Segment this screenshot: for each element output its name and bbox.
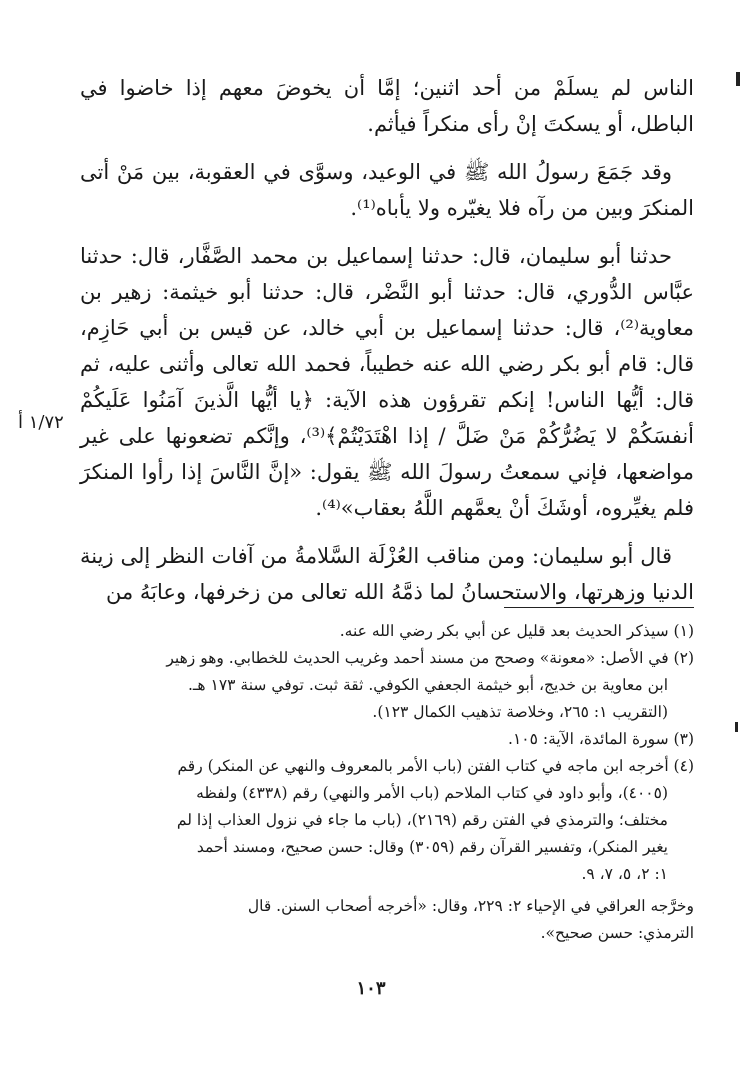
footnote-4-cont: يغير المنكر)، وتفسير القرآن رقم (٣٠٥٩) وقال: حسن صحيح، ومسند أحمد: [196, 838, 668, 856]
scan-edge-mark: [736, 72, 740, 86]
page-number: ١٠٣: [356, 978, 386, 999]
paragraph-4: قال أبو سليمان: ومن مناقب العُزْلَة السَّلامةُ من آفات النظر إلى زينة الدنيا وزهرتها، والاستحسانُ لما ذمَّهُ الله تعالى من زخرفها، وعابَهُ من: [80, 544, 694, 604]
footnote-4-cont: مختلف؛ والترمذي في الفتن رقم (٢١٦٩)، (باب ما جاء في نزول العذاب إذا لم: [176, 811, 668, 829]
main-text: [80, 70, 694, 610]
footnote-1: (١) سيذكر الحديث بعد قليل عن أبي بكر رضي الله عنه.: [339, 622, 694, 640]
paragraph-3: حدثنا أبو سليمان، قال: حدثنا إسماعيل بن محمد الصَّفَّار، قال: حدثنا عبَّاس الدُّوري، قال: حدثنا أبو النَّضْر، قال: حدثنا أبو خيثمة: زهير بن معاوية⁽²⁾، قال: حدثنا إسماعيل بن أبي خالد، عن قيس بن أبي حَازِم، قال: قام أبو بكر رضي الله عنه خطيباً، فحمد الله تعالى وأثنى عليه، ثم قال: أيُّها الناس! إنكم تقرؤون هذه الآية: ﴿يا أيُّها الَّذينَ آمَنُوا عَلَيكُمْ أنفسَكُمْ لا يَضُرُّكُمْ مَنْ ضَلَّ / إذا اهْتَدَيْتُمْ﴾⁽³⁾، وإنَّكم تضعونها على غير مواضعها، فإني سمعتُ رسولَ الله ﷺ يقول: «إنَّ النَّاسَ إذا رأوا المنكرَ فلم يغيِّروه، أوشَكَ أنْ يعمَّهم اللَّهُ بعقاب»⁽⁴⁾.: [80, 244, 694, 520]
footnote-2: (٢) في الأصل: «معونة» وصحح من مسند أحمد وغريب الحديث للخطابي. وهو زهير: [166, 649, 694, 667]
footnote-4-cont: (٤٠٠٥)، وأبو داود في كتاب الملاحم (باب الأمر والنهي) رقم (٤٣٣٨) ولفظه: [196, 784, 668, 802]
footnote-2-cont: ابن معاوية بن خديج، أبو خيثمة الجعفي الكوفي. ثقة ثبت. توفي سنة ١٧٣ هـ.: [187, 676, 668, 694]
paragraph-1: الناس لم يسلَمْ من أحد اثنين؛ إمَّا أن يخوضَ معهم إذا خاضوا في الباطل، أو يسكتَ إنْ رأى منكراً فيأثم.: [80, 76, 694, 136]
footnote-3: (٣) سورة المائدة، الآية: ١٠٥.: [508, 730, 694, 748]
footnote-4: (٤) أخرجه ابن ماجه في كتاب الفتن (باب الأمر بالمعروف والنهي عن المنكر) رقم: [177, 757, 694, 775]
footnote-divider: [504, 607, 694, 608]
footnotes: [78, 618, 694, 947]
paragraph-2: وقد جَمَعَ رسولُ الله ﷺ في الوعيد، وسوَّى في العقوبة، بين مَنْ أتى المنكرَ وبين من رآه فلا يغيّره ولا يأباه⁽¹⁾.: [80, 160, 694, 220]
footnote-4-extra-cont: الترمذي: حسن صحيح».: [540, 924, 694, 942]
footnote-2-cont: (التقريب ١: ٢٦٥، وخلاصة تذهيب الكمال ١٢٣).: [372, 703, 668, 721]
scan-edge-mark: [735, 722, 738, 732]
footnote-4-cont: ١: ٢، ٥، ٧، ٩.: [581, 865, 668, 883]
manuscript-folio-marker: ١/٧٢ أ: [18, 412, 64, 433]
footnote-4-extra: وخرَّجه العراقي في الإحياء ٢: ٢٢٩، وقال: «أخرجه أصحاب السنن. قال: [247, 897, 694, 915]
